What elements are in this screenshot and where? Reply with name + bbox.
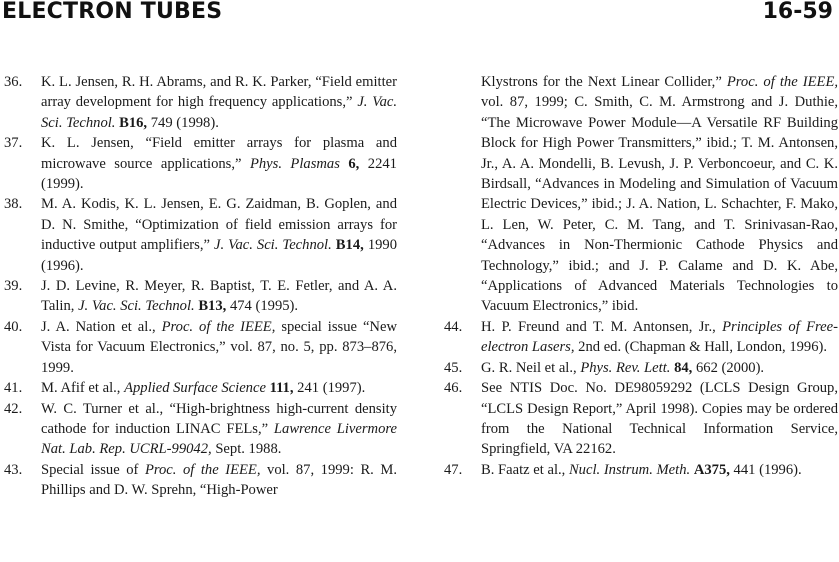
references-right-column [444, 72, 838, 480]
journal-title: Phys. Plasmas [249, 155, 340, 172]
reference-text: 474 (1995). [226, 298, 299, 315]
reference-entry [4, 378, 397, 398]
references-left-column [4, 72, 397, 501]
volume-number: 111, [269, 380, 294, 397]
reference-text: W. C. Turner et al., “High-brightness high-current density cathode for induction LINAC FELs,” [41, 400, 397, 437]
reference-number: 41. [4, 380, 23, 397]
reference-number: 46. [444, 380, 463, 397]
reference-text: vol. 87, 1999; C. Smith, C. M. Armstrong and J. Duthie, “The Microwave Power Module—A Versatile RF Building Block for High Power Transmitters,” ibid.; T. M. Antonsen, Jr., A. A. Mondelli, B. Levush, J. P. Verboncoeur, and C. K. Birdsall, “Advances in Modeling and Simulation of Vacuum Electric Devices,” ibid.; J. A. Nation, L. Schachter, F. Mako, L. Len, W. Peter, C. M. Tang, and T. Srinivasan-Rao, “Advances in Non-Thermionic Cathode Physics and Technology,” ibid.; and J. P. Calame and D. K. Abe, “Applications of Advanced Materials Technologies to Vacuum Electronics,” ibid. [481, 94, 838, 315]
reference-number: 45. [444, 359, 463, 376]
reference-entry [4, 194, 397, 276]
reference-text: 749 (1998). [147, 114, 219, 131]
journal-title: Proc. of the IEEE, [144, 461, 261, 478]
volume-number: 6, [348, 155, 360, 172]
reference-text: M. A. Kodis, K. L. Jensen, E. G. Zaidman, B. Goplen, and D. N. Smithe, “Optimization of field emission arrays for inductive output amplifiers,” [41, 196, 397, 254]
reference-text: K. L. Jensen, R. H. Abrams, and R. K. Parker, “Field emitter array development for high frequency applications,” [41, 74, 397, 111]
reference-text: 1990 (1996). [41, 237, 398, 274]
reference-entry [4, 317, 397, 378]
journal-title: Principles of Free-electron Lasers, [481, 318, 838, 356]
journal-title: Phys. Rev. Lett. [580, 359, 671, 376]
journal-title: J. Vac. Sci. Technol. [41, 94, 397, 131]
reference-entry [4, 460, 397, 501]
volume-number: B16, [119, 114, 148, 131]
reference-number: 39. [4, 278, 23, 295]
reference-entry [4, 72, 397, 133]
reference-text: 441 (1996). [729, 461, 802, 478]
reference-number: 44. [444, 318, 463, 335]
page-number: 16-59 [762, 0, 833, 24]
reference-number: 37. [4, 135, 23, 152]
reference-text: J. A. Nation et al., [41, 318, 162, 335]
reference-text: See NTIS Doc. No. DE98059292 (LCLS Design Group, “LCLS Design Report,” April 1998). Copies may be ordered from the National Technical Information Service, Springfield, VA 22162. [481, 380, 838, 458]
reference-text: Sept. 1988. [211, 441, 282, 458]
reference-number: 40. [4, 318, 23, 335]
journal-title: Nucl. Instrum. Meth. [568, 461, 691, 478]
reference-entry [444, 460, 838, 480]
volume-number: B14, [335, 237, 364, 254]
journal-title: Proc. of the IEEE, [161, 318, 276, 335]
reference-entry [4, 276, 397, 317]
volume-number: B13, [198, 298, 227, 315]
reference-text: 662 (2000). [692, 359, 765, 376]
volume-number: 84, [674, 359, 693, 376]
reference-text: 2nd ed. (Chapman & Hall, London, 1996). [574, 339, 828, 356]
reference-text: G. R. Neil et al., [481, 359, 581, 376]
journal-title: Proc. of the IEEE, [726, 74, 839, 90]
journal-title: Lawrence Livermore Nat. Lab. Rep. UCRL-99042, [41, 420, 397, 458]
reference-number: 43. [4, 461, 23, 478]
reference-entry [4, 399, 397, 460]
reference-text: B. Faatz et al., [481, 461, 569, 478]
reference-entry [444, 317, 838, 358]
reference-entry [444, 378, 838, 460]
volume-number: A375, [693, 461, 730, 478]
reference-text: 2241 (1999). [41, 155, 397, 193]
reference-number: 47. [444, 461, 463, 478]
reference-text: K. L. Jensen, “Field emitter arrays for plasma and microwave source applications,” [41, 135, 397, 172]
reference-text: 241 (1997). [293, 380, 366, 397]
reference-text: Special issue of [41, 461, 145, 478]
reference-text: special issue “New Vista for Vacuum Electronics,” vol. 87, no. 5, pp. 873–876, 1999. [41, 318, 397, 376]
reference-number: 36. [4, 74, 23, 90]
running-head [0, 0, 839, 30]
reference-text: J. D. Levine, R. Meyer, R. Baptist, T. E. Fetler, and A. A. Talin, [41, 278, 397, 315]
reference-text: H. P. Freund and T. M. Antonsen, Jr., [481, 318, 723, 335]
reference-text: vol. 87, 1999: R. M. Phillips and D. W. Sprehn, “High-Power [41, 461, 397, 499]
reference-number: 38. [4, 196, 23, 213]
journal-title: Applied Surface Science [124, 380, 266, 397]
journal-title: J. Vac. Sci. Technol. [78, 298, 195, 315]
reference-entry [444, 358, 838, 378]
reference-text: Klystrons for the Next Linear Collider,” [481, 74, 727, 90]
reference-number: 42. [4, 400, 23, 417]
journal-title: J. Vac. Sci. Technol. [214, 237, 332, 254]
reference-continuation [444, 72, 838, 317]
section-title: ELECTRON TUBES [2, 0, 223, 24]
reference-entry [4, 133, 397, 194]
reference-text: M. Afif et al., [41, 380, 125, 397]
